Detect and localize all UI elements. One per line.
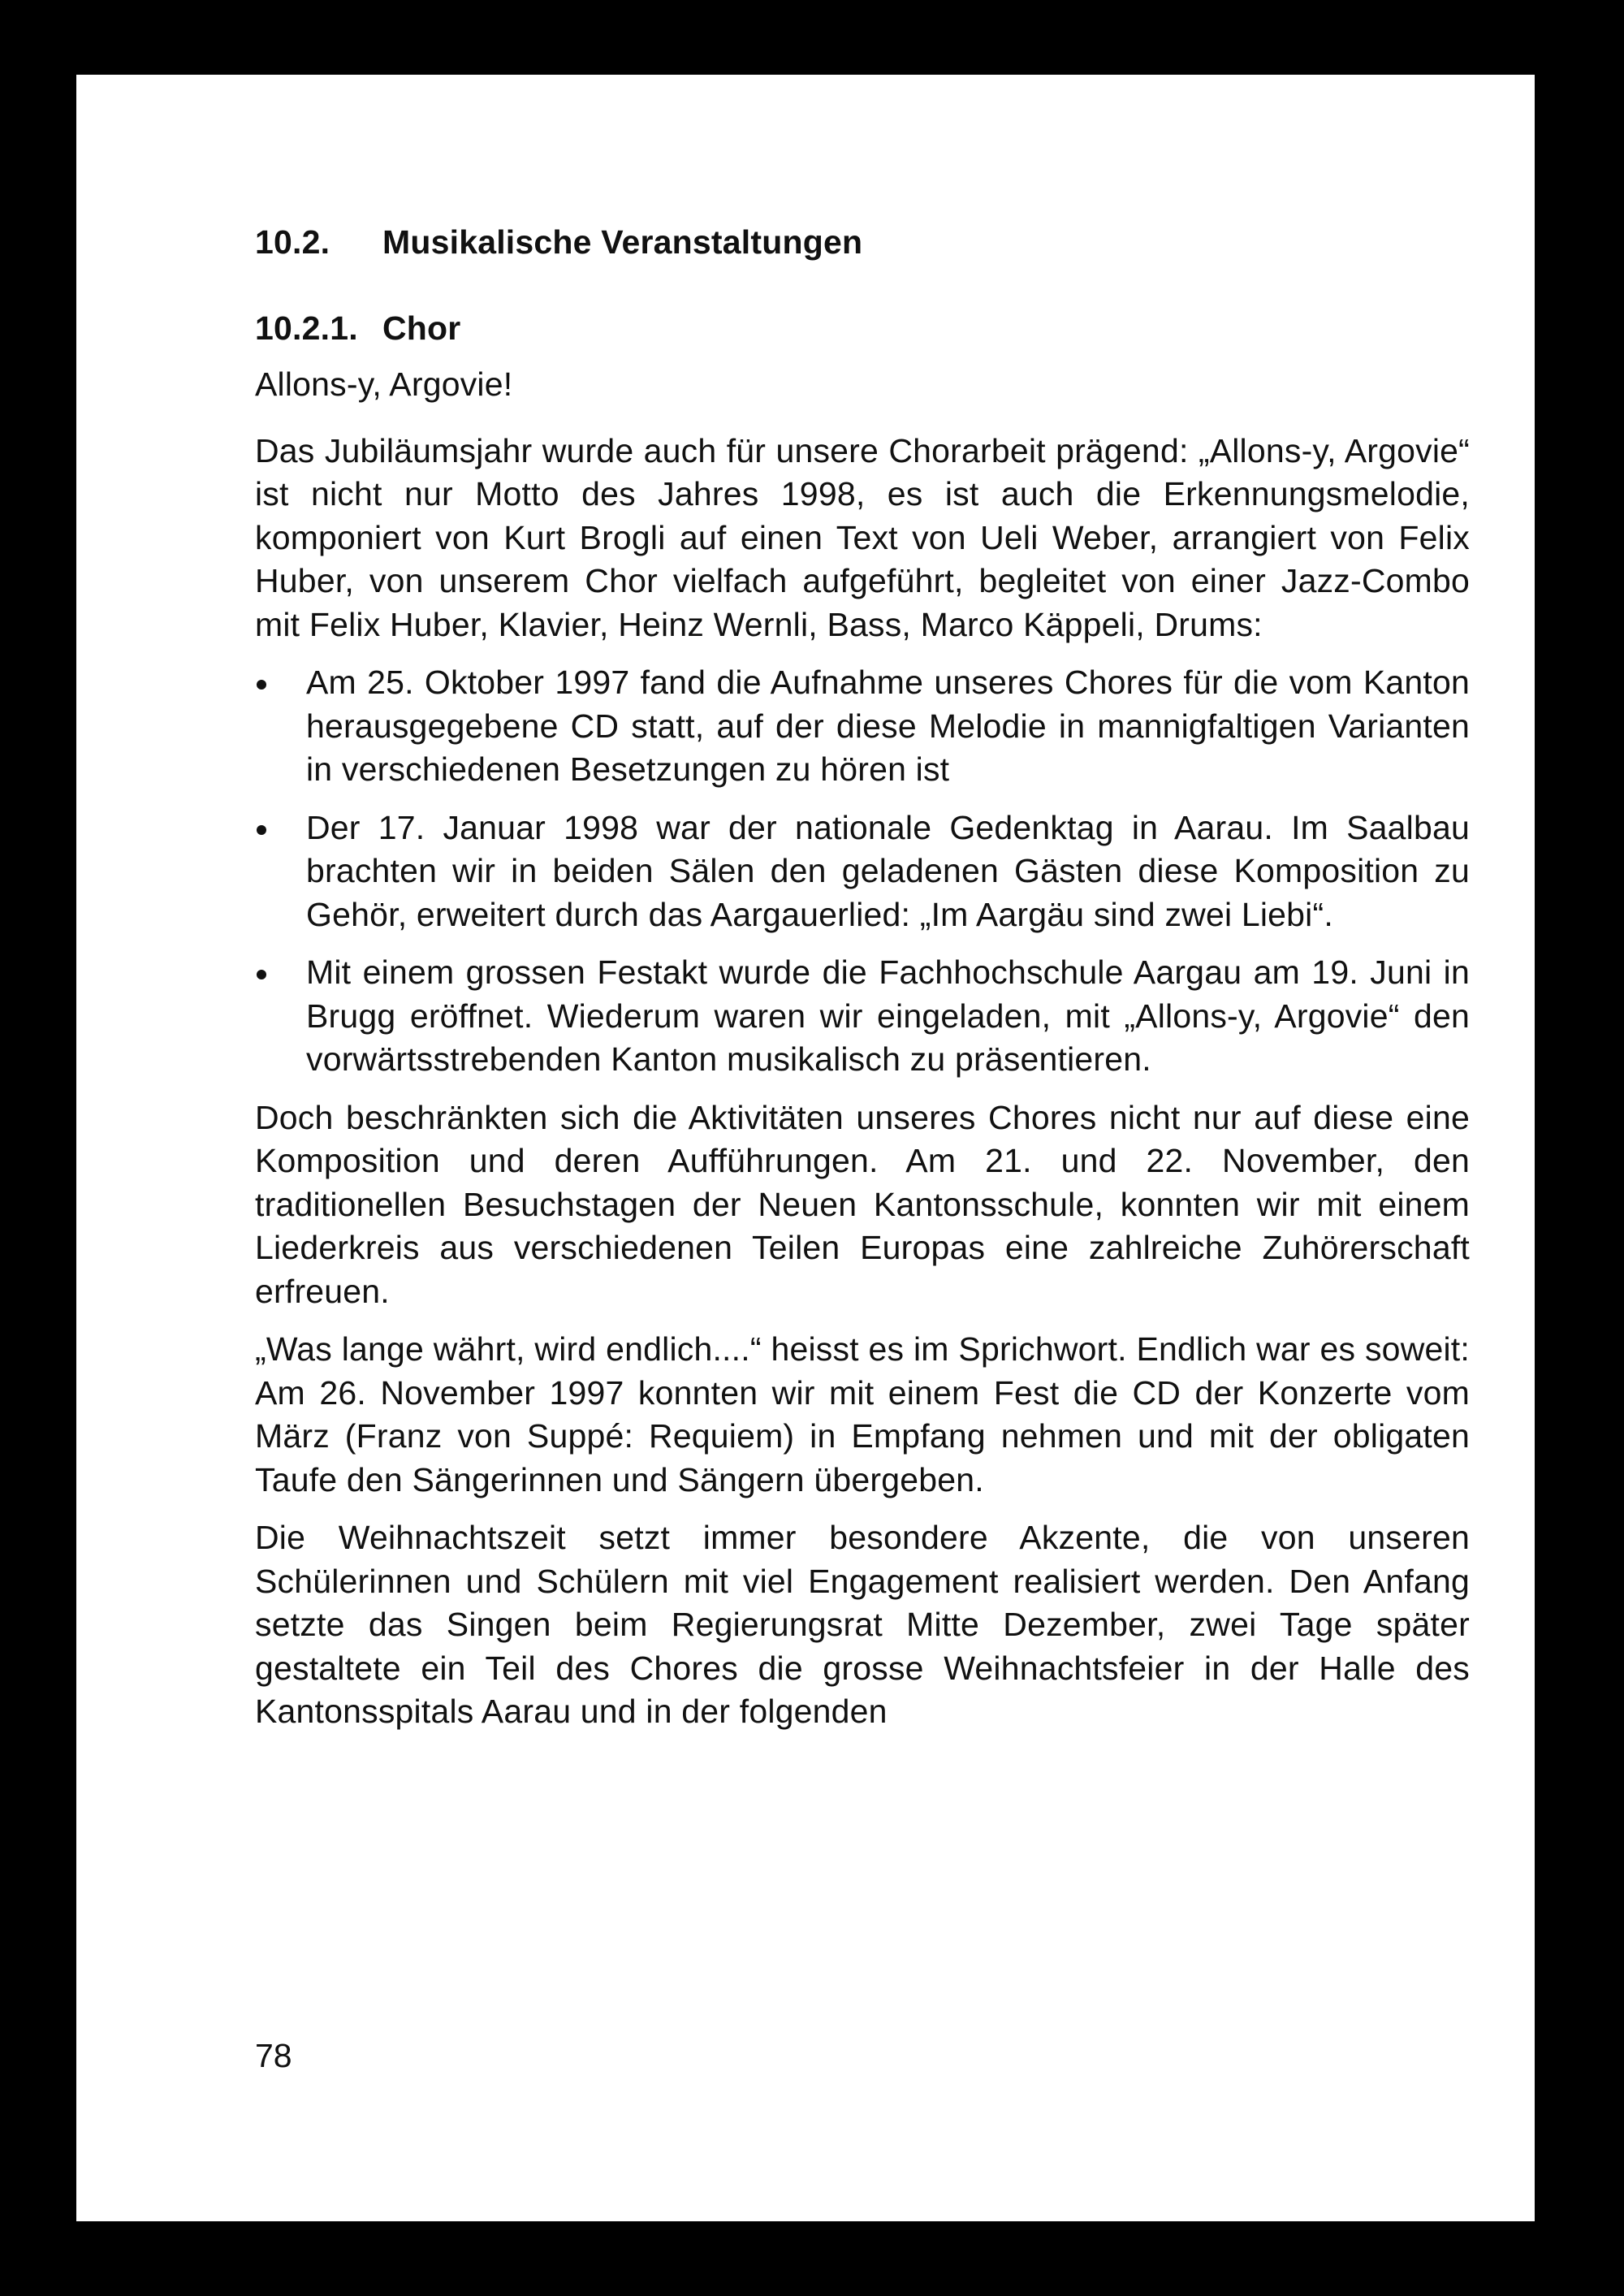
bullet-icon (257, 825, 266, 835)
subtitle: Allons-y, Argovie! (255, 365, 513, 403)
list-item-text: Am 25. Oktober 1997 fand die Aufnahme unseres Chores für die vom Kanton herausgegebene CD statt, auf der diese Melodie in mannigfaltigen Varianten in verschiedenen Besetzungen zu hören ist (306, 664, 1470, 788)
section-title: Musikalische Veranstaltungen (382, 223, 863, 261)
bullet-icon (257, 970, 266, 979)
bullet-list (255, 661, 1470, 1082)
page-number: 78 (255, 2037, 292, 2074)
subsection-number: 10.2.1. (255, 309, 358, 347)
list-item (255, 951, 1470, 1082)
page-content (255, 221, 1470, 1749)
paragraph-intro: Das Jubiläumsjahr wurde auch für unsere Chorarbeit prägend: „Allons-y, Argovie“ ist nicht nur Motto des Jahres 1998, es ist auch die Erkennungsmelodie, komponiert von Kurt Brogli auf einen Text von Ueli Weber, arrangiert von Felix Huber, von unserem Chor vielfach aufgeführt, begleitet von einer Jazz-Combo mit Felix Huber, Klavier, Heinz Wernli, Bass, Marco Käppeli, Drums: (255, 431, 1470, 643)
paragraph: „Was lange währt, wird endlich....“ heisst es im Sprichwort. Endlich war es soweit: Am 26. November 1997 konnten wir mit einem Fest die CD der Konzerte vom März (Franz von Suppé: Requiem) in Empfang nehmen und mit der obligaten Taufe den Sängerinnen und Sängern übergeben. (255, 1330, 1470, 1498)
list-item (255, 661, 1470, 792)
section-heading (255, 221, 1470, 265)
list-item (255, 806, 1470, 937)
list-item-text: Mit einem grossen Festakt wurde die Fachhochschule Aargau am 19. Juni in Brugg eröffnet. Wiederum waren wir eingeladen, mit „Allons-y, Argovie“ den vorwärtsstrebenden Kanton musikalisch zu präsentieren. (306, 953, 1470, 1078)
bullet-icon (257, 680, 266, 690)
document-page (76, 75, 1535, 2221)
subsection-heading (255, 307, 1470, 351)
paragraph: Doch beschränkten sich die Aktivitäten unseres Chores nicht nur auf diese eine Komposition und deren Aufführungen. Am 21. und 22. November, den traditionellen Besuchstagen der Neuen Kantonsschule, konnten wir mit einem Liederkreis aus verschiedenen Teilen Europas eine zahlreiche Zuhörerschaft erfreuen. (255, 1098, 1470, 1310)
list-item-text: Der 17. Januar 1998 war der nationale Gedenktag in Aarau. Im Saalbau brachten wir in beiden Sälen den geladenen Gästen diese Komposition zu Gehör, erweitert durch das Aargauerlied: „Im Aargäu sind zwei Liebi“. (306, 808, 1470, 933)
subsection-title: Chor (382, 309, 461, 347)
section-number: 10.2. (255, 223, 330, 261)
paragraph: Die Weihnachtszeit setzt immer besondere Akzente, die von unseren Schülerinnen und Schülern mit viel Engagement realisiert werden. Den Anfang setzte das Singen beim Regierungsrat Mitte Dezember, zwei Tage später gestaltete ein Teil des Chores die grosse Weihnachtsfeier in der Halle des Kantonsspitals Aarau und in der folgenden (255, 1519, 1470, 1730)
